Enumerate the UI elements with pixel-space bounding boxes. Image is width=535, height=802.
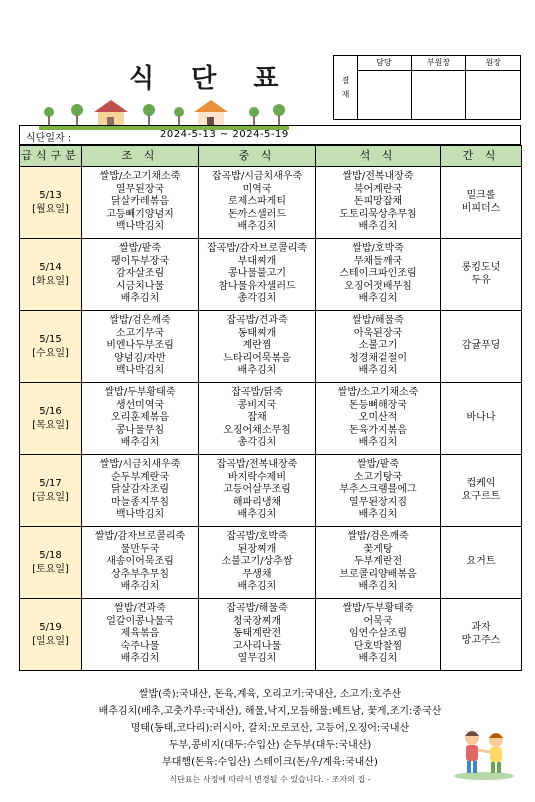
menu-item: 쌀밥/팥죽 <box>356 459 399 471</box>
table-row <box>20 455 522 527</box>
menu-item: 물만두국 <box>120 543 160 555</box>
children-illustration <box>452 724 516 780</box>
menu-item: 상추부추무침 <box>111 568 169 580</box>
menu-item: 팽이두부장국 <box>111 255 169 267</box>
dinner-cell <box>316 599 441 671</box>
menu-item: 잡곡밥/닭죽 <box>231 387 283 399</box>
dinner-cell <box>316 311 441 383</box>
day-cell <box>20 167 82 239</box>
dinner-cell <box>316 527 441 599</box>
menu-item: 콩비지국 <box>237 399 277 411</box>
menu-item: 백나박김치 <box>115 365 165 377</box>
menu-item: 배추김치 <box>120 293 160 305</box>
menu-item: 고등빼기양념지 <box>106 208 174 220</box>
breakfast-cell <box>82 311 199 383</box>
menu-item: 열무된장지짐 <box>349 496 407 508</box>
day-cell <box>20 455 82 527</box>
day-cell <box>20 599 82 671</box>
menu-item: 계란찜 <box>242 340 272 352</box>
menu-item: 된장찌개 <box>237 543 277 555</box>
date-range: 2024-5-13 ~ 2024-5-19 <box>160 129 289 140</box>
approval-col-label: 담당 <box>357 56 411 71</box>
menu-item: 오징어젓배무침 <box>344 280 412 292</box>
snack-cell <box>441 455 522 527</box>
menu-item: 새송이어묵조림 <box>106 556 174 568</box>
menu-item: 돈피망잡채 <box>353 196 403 208</box>
menu-item: 총각김치 <box>237 293 277 305</box>
breakfast-cell <box>82 527 199 599</box>
menu-item: 쌀밥/시금치새우죽 <box>99 459 181 471</box>
snack-cell <box>441 599 522 671</box>
approval-col-label: 원장 <box>466 56 520 71</box>
snack-cell <box>441 311 522 383</box>
approval-col-staff <box>357 56 412 119</box>
menu-item: 열무된장국 <box>115 183 165 195</box>
menu-item: 쌀밥/두부황태죽 <box>104 387 176 399</box>
snack-cell <box>441 383 522 455</box>
lunch-cell <box>199 311 316 383</box>
menu-item: 잡채 <box>247 412 267 424</box>
lunch-cell <box>199 455 316 527</box>
menu-item: 배추김치 <box>358 437 398 449</box>
menu-item: 비엔나두부조림 <box>106 340 174 352</box>
menu-item: 어묵국 <box>363 615 393 627</box>
lunch-cell <box>199 599 316 671</box>
menu-item: 돈등뼈해장국 <box>349 399 407 411</box>
menu-item: 돈까스샐러드 <box>228 208 286 220</box>
breakfast-cell <box>82 167 199 239</box>
menu-item: 쌀밥/해물죽 <box>352 315 404 327</box>
menu-item: 생선미역국 <box>115 399 165 411</box>
lunch-cell <box>199 239 316 311</box>
table-row <box>20 383 522 455</box>
menu-item: 미역국 <box>242 183 272 195</box>
snack-cell <box>441 527 522 599</box>
dinner-cell <box>316 167 441 239</box>
menu-item: 오미산적 <box>358 412 398 424</box>
menu-item: 5/16 <box>39 405 62 417</box>
menu-item: 잡곡밥/견과죽 <box>226 315 288 327</box>
menu-item: 두유 <box>471 274 491 286</box>
menu-item: 잡곡밥/감자브로콜리죽 <box>207 243 307 255</box>
origin-note-line: 부대햄(돈육:수입산) 스테이크(돈/우/계육:국내산) <box>162 757 378 768</box>
origin-notes <box>19 686 521 788</box>
menu-item: 브로콜리양배볶음 <box>339 568 417 580</box>
menu-item: 소고기무국 <box>115 327 165 339</box>
menu-item: 단호박찰찜 <box>353 640 403 652</box>
approval-side-label <box>334 56 358 119</box>
menu-item: 쌀밥/검은깨죽 <box>347 531 409 543</box>
menu-item: 망고주스 <box>461 634 501 646</box>
menu-item: 배추김치 <box>358 365 398 377</box>
col-header-snack: 간 식 <box>441 146 522 167</box>
table-row <box>20 527 522 599</box>
menu-item: 5/14 <box>39 261 62 273</box>
breakfast-cell <box>82 383 199 455</box>
menu-item: 배추김치 <box>237 581 277 593</box>
menu-item: 쌀밥/견과죽 <box>114 603 166 615</box>
date-label: 식단일자 : <box>26 133 72 144</box>
menu-item: 요구르트 <box>461 490 501 502</box>
menu-item: [화요일] <box>32 275 69 287</box>
menu-item: 5/17 <box>39 477 62 489</box>
menu-item: 돈육가지볶음 <box>349 424 407 436</box>
snack-cell <box>441 239 522 311</box>
menu-item: 부추스크램블에그 <box>339 484 417 496</box>
origin-note-line: 배추김치(배추,고춧가루:국내산), 해물,낙지,모듬해물:베트남, 꽃게,조기:중국산 <box>98 706 442 717</box>
menu-item: 열무김치 <box>237 653 277 665</box>
approval-col-label: 부원장 <box>412 56 466 71</box>
menu-item: 쌀밥/소고기채소죽 <box>99 171 181 183</box>
menu-item: 감귤푸딩 <box>461 340 501 352</box>
origin-note-line: 명태(동태,코다리):러시아, 갈치:모로코산, 고등어,오징어:국내산 <box>130 723 410 734</box>
menu-item: 배추김치 <box>120 437 160 449</box>
day-cell <box>20 527 82 599</box>
menu-item: 시금치나물 <box>115 280 165 292</box>
menu-item: 임연수살조림 <box>349 628 407 640</box>
table-row <box>20 599 522 671</box>
menu-item: 닭살카레볶음 <box>111 196 169 208</box>
menu-item: 컵케익 <box>466 478 496 489</box>
menu-item: 콩나물불고기 <box>228 268 286 280</box>
menu-item: 꽃게탕 <box>363 543 393 555</box>
approval-col-director <box>466 56 520 119</box>
menu-item: 아욱된장국 <box>353 327 403 339</box>
menu-item: 과자 <box>471 622 491 633</box>
menu-item: [일요일] <box>32 635 69 647</box>
menu-item: 청국장찌개 <box>232 615 282 627</box>
menu-item: 배추김치 <box>358 509 398 521</box>
breakfast-cell <box>82 239 199 311</box>
menu-item: 로제스파게티 <box>228 196 286 208</box>
menu-item: 5/19 <box>39 621 62 633</box>
menu-item: 순두부계란국 <box>111 471 169 483</box>
menu-item: 소고기탕국 <box>353 471 403 483</box>
menu-item: 감자살조림 <box>115 268 165 280</box>
breakfast-cell <box>82 599 199 671</box>
lunch-cell <box>199 167 316 239</box>
menu-item: 닭살감자조림 <box>111 484 169 496</box>
menu-item: 참나물유자샐러드 <box>218 280 296 292</box>
menu-item: 요거트 <box>466 556 496 568</box>
approval-box <box>333 55 521 120</box>
menu-item: 두부계란전 <box>353 556 403 568</box>
menu-item: [목요일] <box>32 419 69 431</box>
lunch-cell <box>199 383 316 455</box>
menu-item: 동태계란전 <box>232 628 282 640</box>
menu-item: 배추김치 <box>237 509 277 521</box>
menu-item: 롱킹도넛 <box>461 262 501 273</box>
menu-item: 쌀밥/호박죽 <box>352 243 404 255</box>
lunch-cell <box>199 527 316 599</box>
menu-item: 배추김치 <box>358 653 398 665</box>
title-area <box>19 55 331 125</box>
dinner-cell <box>316 383 441 455</box>
menu-item: 느타리어묵볶음 <box>223 352 291 364</box>
menu-item: 청경채겉절이 <box>349 352 407 364</box>
col-header-type: 급식구분 <box>20 146 82 167</box>
menu-item: 바지락수제비 <box>228 471 286 483</box>
approval-side-text: 결 <box>341 75 350 85</box>
menu-item: 무생채 <box>242 568 272 580</box>
menu-item: 양념김/자반 <box>114 352 166 364</box>
table-row <box>20 167 522 239</box>
page-title: 식 단 표 <box>129 64 293 94</box>
menu-item: 콩나물무침 <box>115 424 165 436</box>
col-header-breakfast: 조 식 <box>82 146 199 167</box>
menu-item: 오징어채소무침 <box>223 424 291 436</box>
menu-item: 백나박김치 <box>115 509 165 521</box>
menu-item: [토요일] <box>32 563 69 575</box>
menu-item: 고사리나물 <box>232 640 282 652</box>
menu-item: [금요일] <box>32 491 69 503</box>
menu-item: 밀크롤 <box>466 190 496 201</box>
menu-item: 바나나 <box>466 412 496 424</box>
menu-item: 마늘종지무침 <box>111 496 169 508</box>
menu-item: 배추김치 <box>358 221 398 233</box>
menu-item: 잡곡밥/호박죽 <box>226 531 288 543</box>
menu-item: 잡곡밥/전복내장죽 <box>216 459 298 471</box>
table-row <box>20 311 522 383</box>
approval-side-text: 재 <box>341 89 350 99</box>
menu-item: 소불고기 <box>358 340 398 352</box>
menu-item: [수요일] <box>32 347 69 359</box>
menu-item: 잡곡밥/시금치새우죽 <box>211 171 303 183</box>
day-cell <box>20 239 82 311</box>
menu-item: 잡곡밥/해물죽 <box>226 603 288 615</box>
footer-note: 식단표는 사정에 따라서 변경될 수 있습니다. - 조자의 집 - <box>169 775 371 784</box>
col-header-lunch: 중 식 <box>199 146 316 167</box>
menu-item: 쌀밥/소고기채소죽 <box>337 387 419 399</box>
menu-item: 쌀밥/팥죽 <box>118 243 161 255</box>
houses-illustration <box>39 90 289 130</box>
menu-item: 쌀밥/두부황태죽 <box>342 603 414 615</box>
menu-item: 비피더스 <box>461 202 501 214</box>
menu-item: 쌀밥/감자브로콜리죽 <box>94 531 186 543</box>
menu-item: 제육볶음 <box>120 628 160 640</box>
snack-cell <box>441 167 522 239</box>
menu-item: 고등어살무조림 <box>223 484 291 496</box>
menu-item: 해파리냉채 <box>232 496 282 508</box>
menu-item: [월요일] <box>32 203 69 215</box>
menu-item: 5/15 <box>39 333 62 345</box>
menu-item: 얼갈이콩나물국 <box>106 615 174 627</box>
menu-item: 배추김치 <box>120 653 160 665</box>
date-bar <box>19 125 521 145</box>
menu-item: 백나박김치 <box>115 221 165 233</box>
origin-note-line: 두부,콩비지(대두:수입산) 순두부(대두:국내산) <box>168 740 372 751</box>
menu-item: 소불고기/상추쌈 <box>221 556 293 568</box>
menu-item: 오리훈제볶음 <box>111 412 169 424</box>
menu-item: 5/18 <box>39 549 62 561</box>
table-row <box>20 239 522 311</box>
menu-item: 무채들깨국 <box>353 255 403 267</box>
menu-item: 숙주나물 <box>120 640 160 652</box>
origin-note-line: 쌀밥(죽):국내산, 돈육,계육, 오리고기:국내산, 소고기:호주산 <box>138 689 402 700</box>
menu-item: 5/13 <box>39 189 62 201</box>
menu-item: 배추김치 <box>358 581 398 593</box>
dinner-cell <box>316 455 441 527</box>
menu-table <box>19 145 522 671</box>
breakfast-cell <box>82 455 199 527</box>
menu-item: 배추김치 <box>237 221 277 233</box>
menu-item: 스테이크파인조림 <box>339 268 417 280</box>
col-header-dinner: 석 식 <box>316 146 441 167</box>
menu-item: 부대찌개 <box>237 255 277 267</box>
menu-item: 배추김치 <box>120 581 160 593</box>
menu-item: 북어계란국 <box>353 183 403 195</box>
dinner-cell <box>316 239 441 311</box>
menu-item: 동태찌개 <box>237 327 277 339</box>
day-cell <box>20 383 82 455</box>
menu-item: 쌀밥/전복내장죽 <box>342 171 414 183</box>
menu-item: 배추김치 <box>237 365 277 377</box>
approval-col-vice <box>412 56 467 119</box>
menu-item: 쌀밥/검은깨죽 <box>109 315 171 327</box>
day-cell <box>20 311 82 383</box>
menu-item: 배추김치 <box>358 293 398 305</box>
menu-item: 도토리묵상추무침 <box>339 208 417 220</box>
menu-item: 총각김치 <box>237 437 277 449</box>
